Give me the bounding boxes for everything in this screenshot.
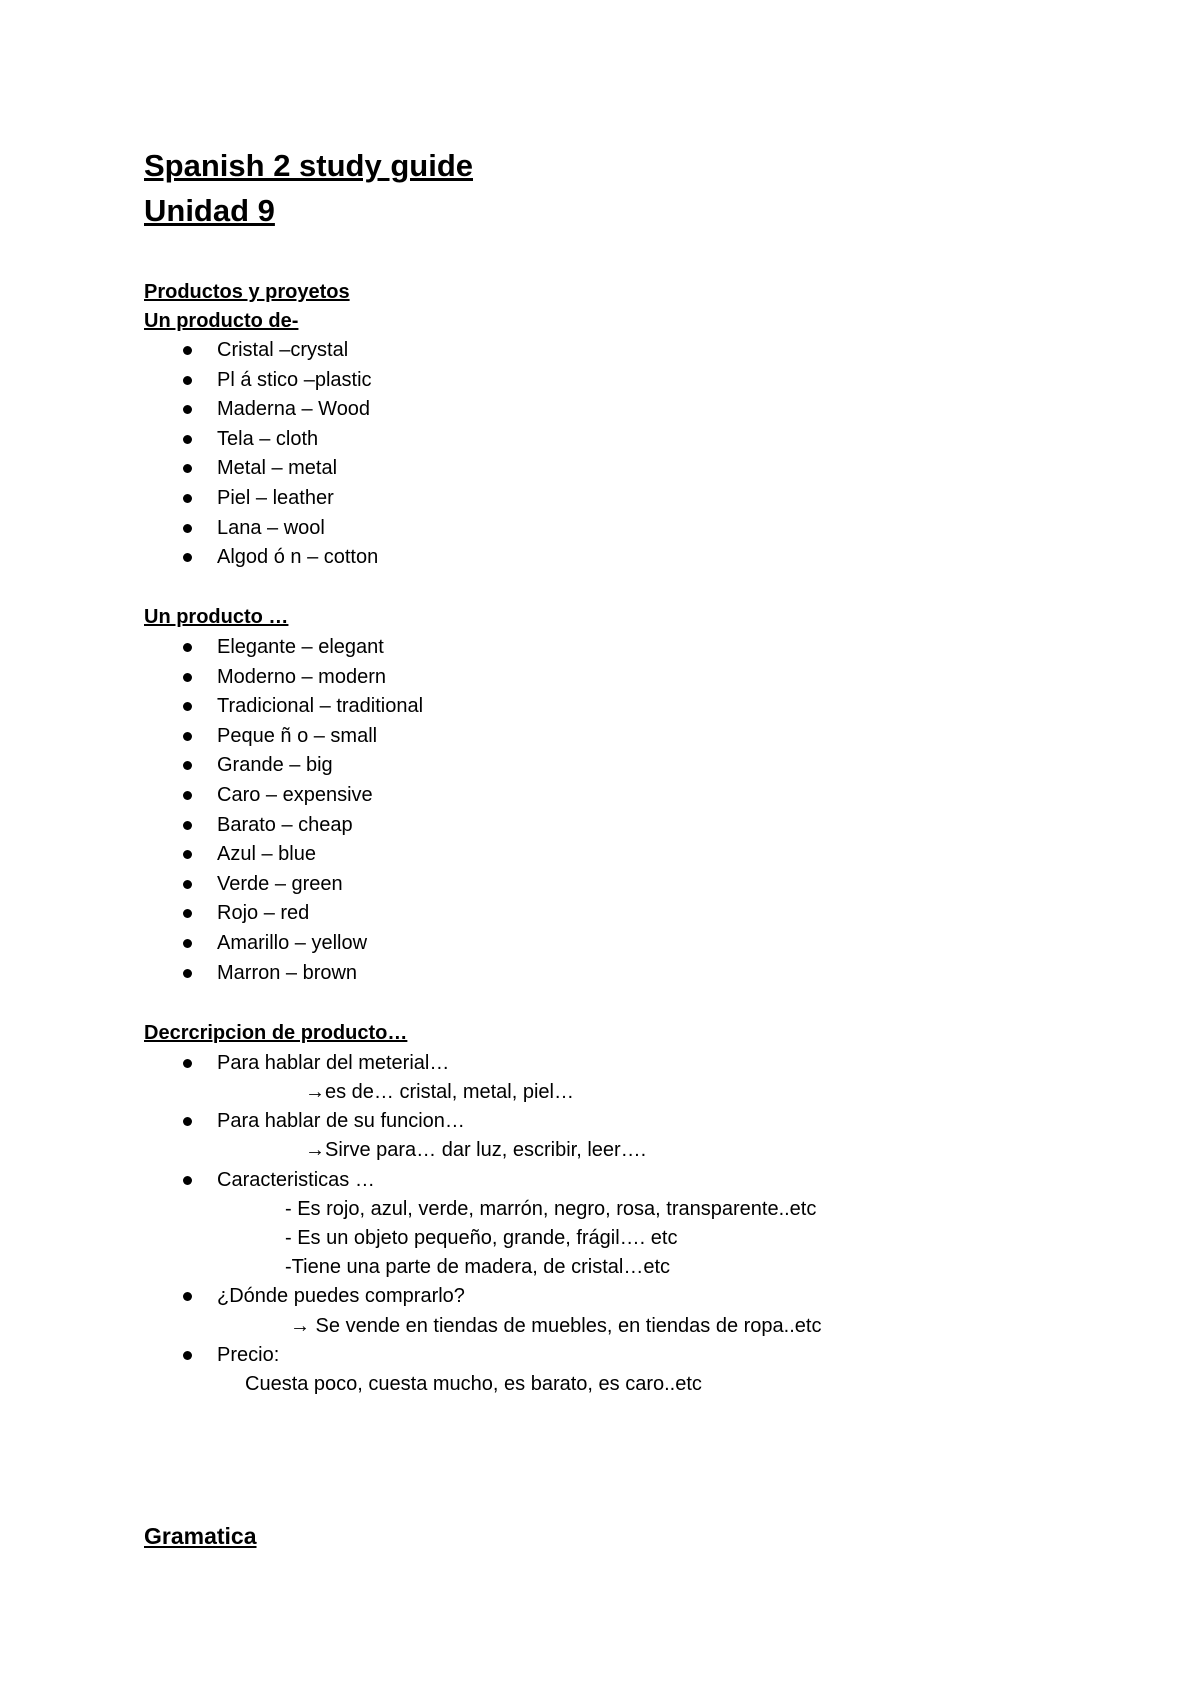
document-subtitle: Unidad 9 (144, 193, 275, 228)
description-subline: →Sirve para… dar luz, escribir, leer…. (305, 1139, 647, 1161)
list-item: Grande – big (0, 751, 423, 781)
description-subline: → Se vende en tiendas de muebles, en tiendas de ropa..etc (290, 1315, 822, 1337)
description-subline: Cuesta poco, cuesta mucho, es barato, es caro..etc (245, 1373, 702, 1395)
list-item: Rojo – red (0, 899, 423, 929)
description-item-funcion: Para hablar de su funcion… (217, 1107, 465, 1136)
list-item: Verde – green (0, 870, 423, 900)
description-item-caracteristicas: Caracteristicas … (217, 1166, 375, 1195)
section-heading-un-producto: Un producto … (144, 606, 289, 628)
section-heading-gramatica: Gramatica (144, 1523, 257, 1549)
list-item: Pl á stico –plastic (0, 366, 378, 396)
list-item: Azul – blue (0, 840, 423, 870)
description-subline: -Tiene una parte de madera, de cristal…etc (285, 1256, 671, 1278)
list-item: Tela – cloth (0, 425, 378, 455)
description-subline: - Es rojo, azul, verde, marrón, negro, rosa, transparente..etc (285, 1198, 817, 1220)
list-item: Marron – brown (0, 959, 423, 989)
description-item-precio: Precio: (217, 1341, 279, 1370)
description-item-material: Para hablar del meterial… (217, 1049, 449, 1078)
section-heading-productos: Productos y proyetos (144, 281, 350, 303)
adjectives-list (0, 633, 423, 988)
list-item: Barato – cheap (0, 811, 423, 841)
list-item: Amarillo – yellow (0, 929, 423, 959)
section-heading-descripcion: Decrcripcion de producto… (144, 1022, 408, 1044)
description-subline: →es de… cristal, metal, piel… (305, 1081, 574, 1103)
list-item: Cristal –crystal (0, 336, 378, 366)
list-item: Elegante – elegant (0, 633, 423, 663)
section-subheading-producto-de: Un producto de- (144, 310, 299, 332)
materials-list (0, 336, 378, 573)
list-item: Moderno – modern (0, 663, 423, 693)
list-item: Peque ñ o – small (0, 722, 423, 752)
description-item-donde: ¿Dónde puedes comprarlo? (217, 1282, 465, 1311)
document-title: Spanish 2 study guide (144, 148, 473, 183)
list-item: Maderna – Wood (0, 395, 378, 425)
list-item: Tradicional – traditional (0, 692, 423, 722)
list-item: Lana – wool (0, 514, 378, 544)
list-item: Piel – leather (0, 484, 378, 514)
list-item: Algod ó n – cotton (0, 543, 378, 573)
description-subline: - Es un objeto pequeño, grande, frágil…. etc (285, 1227, 678, 1249)
list-item: Metal – metal (0, 454, 378, 484)
list-item: Caro – expensive (0, 781, 423, 811)
